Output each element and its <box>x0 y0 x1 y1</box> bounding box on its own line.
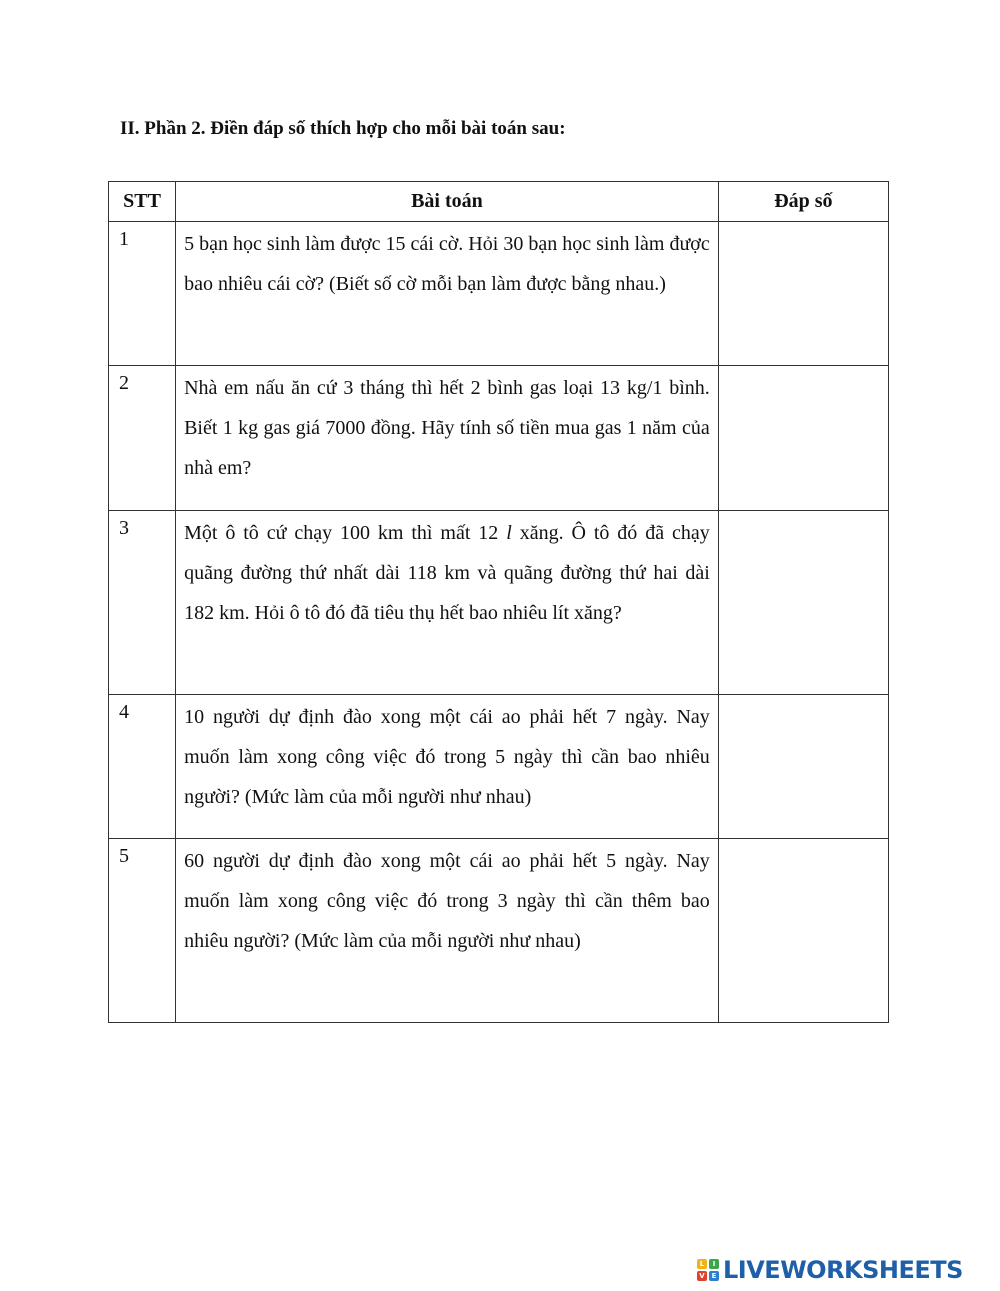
header-stt: STT <box>109 182 176 222</box>
answer-input-2[interactable] <box>719 366 888 510</box>
logo-mark-square: E <box>709 1271 719 1281</box>
problem-text-part: Một ô tô cứ chạy 100 km thì mất 12 <box>184 522 507 544</box>
table-row <box>109 511 889 695</box>
problem-text-part: xăng. Ô tô đó đã chạy quãng đường thứ nhất dài 118 km và quãng đường thứ hai dài 182 km. Hỏi ô tô đó đã tiêu thụ hết bao nhiêu lít xăng? <box>184 522 710 624</box>
header-answer: Đáp số <box>718 182 888 222</box>
problem-text: 5 bạn học sinh làm được 15 cái cờ. Hỏi 30 bạn học sinh làm được bao nhiêu cái cờ? (Biết số cờ mỗi bạn làm được bằng nhau.) <box>176 222 719 366</box>
table-row <box>109 839 889 1023</box>
row-number: 2 <box>109 366 176 511</box>
problem-text: 60 người dự định đào xong một cái ao phải hết 5 ngày. Nay muốn làm xong công việc đó trong 3 ngày thì cần thêm bao nhiêu người? (Mức làm của mỗi người như nhau) <box>176 839 719 1023</box>
row-number: 5 <box>109 839 176 1023</box>
answer-cell <box>718 839 888 1023</box>
answer-input-3[interactable] <box>719 511 888 694</box>
logo-mark-icon <box>697 1259 719 1281</box>
table-row <box>109 222 889 366</box>
answer-cell <box>718 366 888 511</box>
problem-text <box>176 511 719 695</box>
table-row <box>109 366 889 511</box>
logo-mark-square: V <box>697 1271 707 1281</box>
logo-mark-square: I <box>709 1259 719 1269</box>
answer-cell <box>718 695 888 839</box>
problem-text: Nhà em nấu ăn cứ 3 tháng thì hết 2 bình gas loại 13 kg/1 bình. Biết 1 kg gas giá 7000 đồng. Hãy tính số tiền mua gas 1 năm của nhà em? <box>176 366 719 511</box>
logo-mark-square: L <box>697 1259 707 1269</box>
table-header-row <box>109 182 889 222</box>
row-number: 3 <box>109 511 176 695</box>
row-number: 1 <box>109 222 176 366</box>
row-number: 4 <box>109 695 176 839</box>
liveworksheets-logo <box>697 1254 963 1286</box>
problem-text: 10 người dự định đào xong một cái ao phải hết 7 ngày. Nay muốn làm xong công việc đó trong 5 ngày thì cần bao nhiêu người? (Mức làm của mỗi người như nhau) <box>176 695 719 839</box>
header-problem: Bài toán <box>176 182 719 222</box>
answer-input-5[interactable] <box>719 839 888 1022</box>
logo-text: LIVEWORKSHEETS <box>723 1256 963 1284</box>
liter-unit: l <box>506 522 512 544</box>
section-heading: II. Phần 2. Điền đáp số thích hợp cho mỗi bài toán sau: <box>120 118 566 139</box>
answer-cell <box>718 511 888 695</box>
answer-input-1[interactable] <box>719 222 888 365</box>
answer-cell <box>718 222 888 366</box>
problems-table <box>108 181 889 1023</box>
answer-input-4[interactable] <box>719 695 888 838</box>
table-row <box>109 695 889 839</box>
